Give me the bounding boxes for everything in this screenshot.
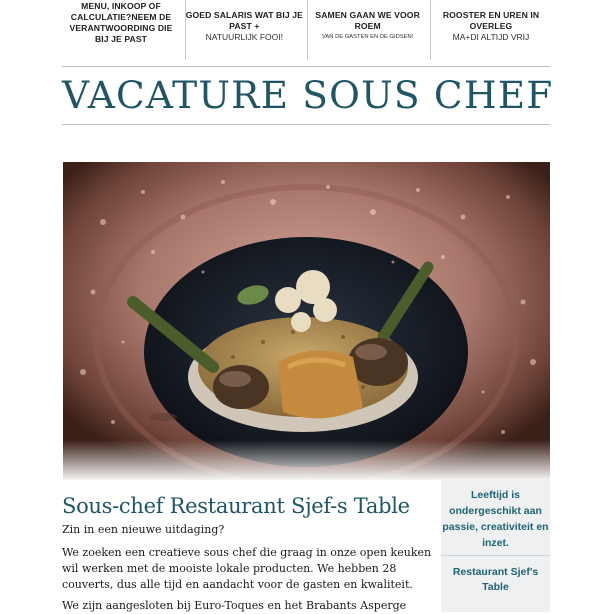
benefit-title: GOED SALARIS WAT BIJ JE PAST + bbox=[185, 10, 303, 31]
benefit-fame bbox=[309, 0, 427, 60]
title-rule-bottom bbox=[62, 124, 550, 125]
column-divider bbox=[307, 0, 308, 60]
benefit-subtitle: NATUURLIJK FOOI! bbox=[205, 32, 283, 42]
plated-dish-illustration bbox=[63, 162, 550, 480]
sidebar-box bbox=[441, 480, 550, 612]
dish-photo bbox=[63, 162, 550, 480]
benefit-salary bbox=[185, 0, 303, 60]
title-rule-top bbox=[62, 66, 550, 67]
article-paragraph: We zoeken een creatieve sous chef die graag in onze open keuken wil werken met de mooiste lokale producten. We hebben 28 couverts, dus alle tijd en aandacht voor de gasten en kwaliteit. bbox=[62, 546, 432, 591]
benefit-title: MENU, INKOOP OF CALCULATIE?NEEM DE VERANTWOORDING DIE BIJ JE PAST bbox=[69, 1, 173, 44]
benefit-title: SAMEN GAAN WE VOOR ROEM bbox=[315, 10, 420, 31]
column-divider bbox=[185, 0, 186, 60]
benefit-subtitle: VAN DE GASTEN EN DE GIDSEN! bbox=[321, 34, 414, 40]
article-heading: Sous-chef Restaurant Sjef-s Table bbox=[62, 494, 410, 518]
benefit-schedule bbox=[432, 0, 550, 60]
page-title: VACATURE SOUS CHEF bbox=[62, 73, 554, 117]
photo-fade bbox=[63, 440, 550, 480]
benefit-title: ROOSTER EN UREN IN OVERLEG bbox=[442, 10, 540, 31]
column-divider bbox=[430, 0, 431, 60]
sidebar-divider bbox=[441, 555, 550, 556]
sidebar-restaurant-name: Restaurant Sjef's Table bbox=[452, 566, 539, 593]
article-paragraph: We zijn aangesloten bij Euro-Toques en het Brabants Asperge bbox=[62, 599, 407, 612]
benefit-responsibility bbox=[62, 0, 180, 60]
sidebar-quote: Leeftijd is ondergeschikt aan passie, creativiteit en inzet. bbox=[442, 489, 549, 549]
benefit-subtitle: MA+DI ALTIJD VRIJ bbox=[452, 32, 530, 42]
benefits-bar bbox=[62, 0, 550, 60]
article-intro: Zin in een nieuwe uitdaging? bbox=[62, 523, 225, 536]
